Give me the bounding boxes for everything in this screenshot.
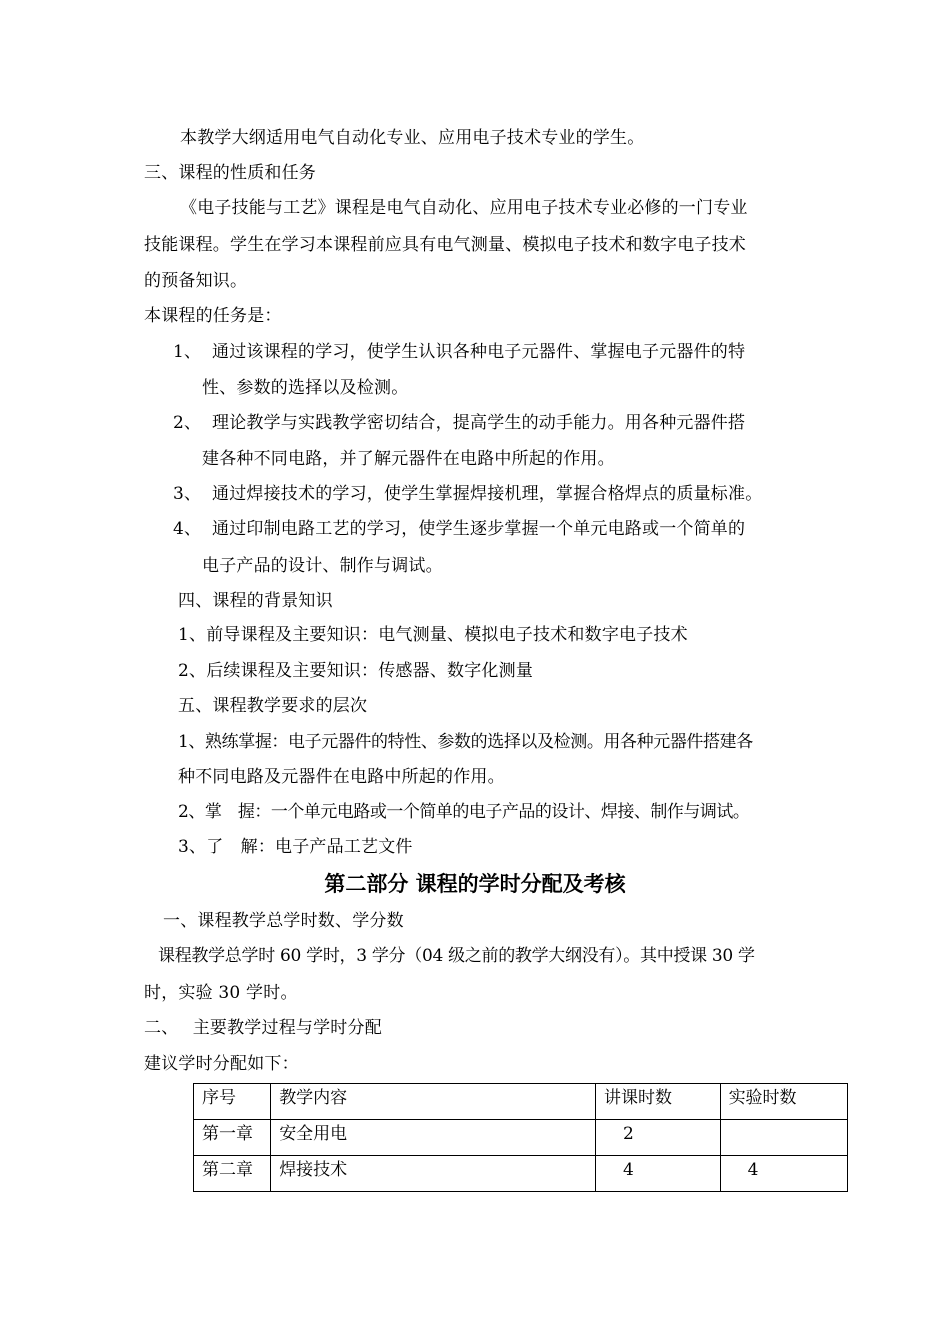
row-2-seq: 第二章: [194, 1156, 271, 1192]
task-4-number: 4、: [173, 519, 202, 539]
row-1-content: 安全用电: [271, 1120, 596, 1156]
task-4-line-2: 电子产品的设计、制作与调试。: [202, 556, 443, 576]
table-row: [194, 1156, 848, 1192]
section-4-item-2: 2、后续课程及主要知识：传感器、数字化测量: [178, 661, 534, 681]
section-3-para-line-1: 《电子技能与工艺》课程是电气自动化、应用电子技术专业必修的一门专业: [180, 198, 748, 218]
row-2-lecture-hours: 4: [595, 1156, 720, 1192]
part-2-section-1-title: 一、课程教学总学时数、学分数: [163, 911, 404, 931]
task-1-line-1: 通过该课程的学习，使学生认识各种电子元器件、掌握电子元器件的特: [212, 342, 746, 362]
task-2-line-1: 理论教学与实践教学密切结合，提高学生的动手能力。用各种元器件搭: [212, 413, 746, 433]
hours-allocation-table: [193, 1083, 848, 1192]
section-5-item-1-line-1: 1、熟练掌握：电子元器件的特性、参数的选择以及检测。用各种元器件搭建各: [178, 732, 753, 752]
section-3-title: 三、课程的性质和任务: [144, 163, 316, 183]
part-2-section-2-note: 建议学时分配如下：: [144, 1054, 299, 1074]
row-1-seq: 第一章: [194, 1120, 271, 1156]
header-content: 教学内容: [271, 1084, 596, 1120]
row-2-content: 焊接技术: [271, 1156, 596, 1192]
section-3-para-line-3: 的预备知识。: [144, 271, 248, 291]
part-2-section-2-title: 二、 主要教学过程与学时分配: [144, 1018, 382, 1038]
header-seq: 序号: [194, 1084, 271, 1120]
intro-line: 本教学大纲适用电气自动化专业、应用电子技术专业的学生。: [180, 128, 645, 148]
task-4-line-1: 通过印制电路工艺的学习，使学生逐步掌握一个单元电路或一个简单的: [212, 519, 746, 539]
section-4-title: 四、课程的背景知识: [178, 591, 333, 611]
task-3-line-1: 通过焊接技术的学习，使学生掌握焊接机理，掌握合格焊点的质量标准。: [212, 484, 763, 504]
row-1-lecture-hours: 2: [595, 1120, 720, 1156]
section-4-item-1: 1、前导课程及主要知识：电气测量、模拟电子技术和数字电子技术: [178, 625, 688, 645]
row-2-lab-hours: 4: [720, 1156, 847, 1192]
part-2-section-1-line-2: 时，实验 30 学时。: [144, 983, 298, 1003]
header-lecture-hours: 讲课时数: [595, 1084, 720, 1120]
section-3-para-line-2: 技能课程。学生在学习本课程前应具有电气测量、模拟电子技术和数字电子技术: [144, 235, 746, 255]
section-5-item-1-line-2: 种不同电路及元器件在电路中所起的作用。: [178, 767, 505, 787]
task-2-number: 2、: [173, 413, 202, 433]
section-5-item-2: 2、掌 握：一个单元电路或一个简单的电子产品的设计、焊接、制作与调试。: [178, 802, 750, 822]
section-5-item-3: 3、了 解：电子产品工艺文件: [178, 837, 413, 857]
tasks-intro: 本课程的任务是：: [144, 306, 282, 326]
header-lab-hours: 实验时数: [720, 1084, 847, 1120]
table-header-row: [194, 1084, 848, 1120]
part-2-section-1-line-1: 课程教学总学时 60 学时，3 学分（04 级之前的教学大纲没有）。其中授课 30 学: [158, 946, 755, 966]
task-2-line-2: 建各种不同电路，并了解元器件在电路中所起的作用。: [202, 449, 615, 469]
row-1-lab-hours: [720, 1120, 847, 1156]
task-3-number: 3、: [173, 484, 202, 504]
table-row: [194, 1120, 848, 1156]
task-1-line-2: 性、参数的选择以及检测。: [202, 378, 409, 398]
task-1-number: 1、: [173, 342, 202, 362]
part-2-heading: 第二部分 课程的学时分配及考核: [324, 872, 626, 896]
section-5-title: 五、课程教学要求的层次: [178, 696, 368, 716]
